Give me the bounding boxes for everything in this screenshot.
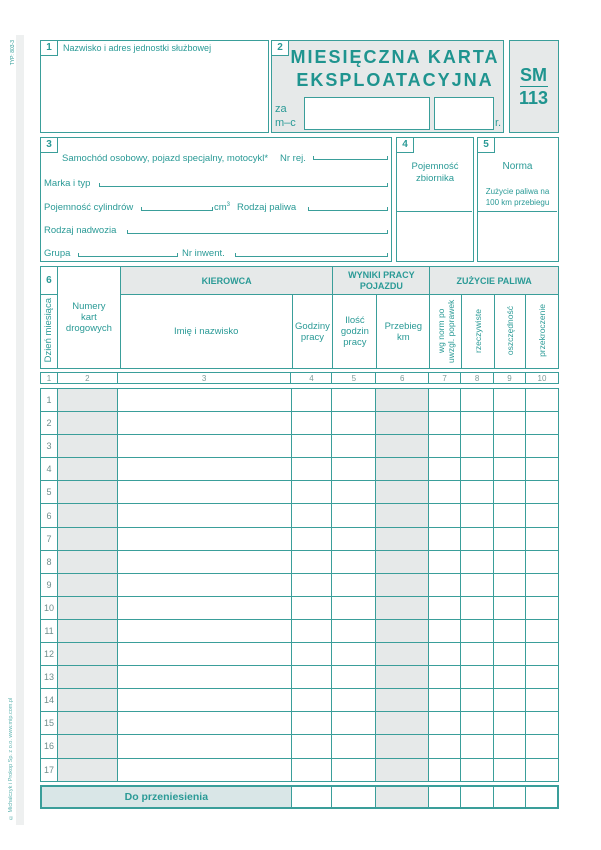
mileage-cell[interactable] — [376, 412, 429, 435]
table-row — [41, 643, 559, 666]
cm-exponent: 3 — [226, 202, 231, 208]
column-number: 4 — [291, 373, 332, 384]
fuel-excess-cell[interactable] — [526, 412, 559, 435]
box-number: 2 — [272, 41, 289, 56]
table-row — [41, 573, 559, 596]
work-hours-cell[interactable] — [291, 758, 332, 781]
card-number-cell[interactable] — [57, 758, 117, 781]
mileage-cell[interactable] — [376, 689, 429, 712]
vehicle-type-label: Samochód osobowy, pojazd specjalny, motocykl* — [62, 153, 269, 164]
work-hours-cell[interactable] — [291, 435, 332, 458]
fuel-excess-cell[interactable] — [526, 481, 559, 504]
work-hours-cell[interactable] — [291, 689, 332, 712]
card-number-cell[interactable] — [57, 643, 117, 666]
hours-count-cell[interactable] — [332, 435, 376, 458]
hours-count-cell[interactable] — [332, 389, 376, 412]
fuel-norm-cell[interactable] — [429, 481, 461, 504]
month-field[interactable] — [304, 97, 430, 130]
work-hours-cell[interactable] — [291, 573, 332, 596]
fuel-norm-cell[interactable] — [429, 735, 461, 758]
year-field[interactable] — [434, 97, 494, 130]
day-number: 3 — [41, 435, 58, 458]
column-number: 1 — [41, 373, 58, 384]
fuel-excess-cell[interactable] — [526, 735, 559, 758]
paliwo-field[interactable] — [308, 210, 388, 211]
driver-name-cell[interactable] — [117, 596, 291, 619]
year-suffix: r. — [495, 117, 502, 129]
day-number: 11 — [41, 619, 58, 642]
fuel-actual-cell[interactable] — [461, 550, 494, 573]
fuel-excess-header — [526, 295, 559, 369]
mileage-cell[interactable] — [376, 596, 429, 619]
work-hours-cell[interactable] — [291, 712, 332, 735]
day-number: 9 — [41, 573, 58, 596]
fuel-actual-cell[interactable] — [461, 389, 494, 412]
fuel-norm-cell[interactable] — [429, 666, 461, 689]
cm-text: cm — [214, 202, 227, 214]
card-number-cell[interactable] — [57, 712, 117, 735]
day-number: 14 — [41, 689, 58, 712]
fuel-saving-cell[interactable] — [494, 712, 526, 735]
mileage-cell[interactable] — [376, 573, 429, 596]
mileage-cell[interactable] — [376, 504, 429, 527]
hours-count-cell[interactable] — [332, 666, 376, 689]
fuel-saving-text: oszczędność — [505, 305, 516, 356]
fuel-norm-cell[interactable] — [429, 689, 461, 712]
hours-count-cell[interactable] — [332, 619, 376, 642]
card-number-cell[interactable] — [57, 619, 117, 642]
fuel-norm-cell[interactable] — [429, 458, 461, 481]
card-number-cell[interactable] — [57, 481, 117, 504]
fuel-excess-text: przekroczenie — [537, 304, 548, 357]
day-header-text: Dzień miesiąca — [43, 298, 55, 363]
carry-mileage[interactable] — [376, 786, 429, 808]
day-number: 8 — [41, 550, 58, 573]
fuel-actual-cell[interactable] — [461, 596, 494, 619]
driver-group-header: KIEROWCA — [120, 267, 333, 295]
work-hours-cell[interactable] — [291, 735, 332, 758]
day-header — [41, 295, 58, 369]
fuel-actual-cell[interactable] — [461, 481, 494, 504]
table-row — [41, 596, 559, 619]
table-row — [41, 619, 559, 642]
mileage-cell[interactable] — [376, 435, 429, 458]
form-code-bottom: 113 — [518, 88, 549, 108]
day-number: 1 — [41, 389, 58, 412]
fuel-saving-cell[interactable] — [494, 573, 526, 596]
work-hours-cell[interactable] — [291, 389, 332, 412]
driver-name-cell[interactable] — [117, 481, 291, 504]
card-number-cell[interactable] — [57, 458, 117, 481]
mileage-cell[interactable] — [376, 666, 429, 689]
table-row — [41, 666, 559, 689]
work-hours-header: Godziny pracy — [292, 295, 333, 369]
fuel-excess-cell[interactable] — [526, 504, 559, 527]
hours-count-cell[interactable] — [332, 689, 376, 712]
nr-inwent-field[interactable] — [235, 256, 388, 257]
card-number-cell[interactable] — [57, 527, 117, 550]
fuel-norm-cell[interactable] — [429, 389, 461, 412]
fuel-norm-text: wg norm po uwzgl. poprawek — [435, 298, 456, 363]
card-number-cell[interactable] — [57, 573, 117, 596]
card-number-cell[interactable] — [57, 666, 117, 689]
card-number-cell[interactable] — [57, 689, 117, 712]
driver-name-cell[interactable] — [117, 412, 291, 435]
driver-name-cell[interactable] — [117, 504, 291, 527]
hours-count-cell[interactable] — [332, 573, 376, 596]
fuel-actual-cell[interactable] — [461, 527, 494, 550]
fuel-saving-cell[interactable] — [494, 458, 526, 481]
fuel-norm-field[interactable] — [478, 211, 557, 260]
hours-count-cell[interactable] — [332, 550, 376, 573]
publisher-note: © Michalczyk i Prokop Sp. z o.o. www.mip.com.pl — [8, 697, 14, 820]
fuel-norm-cell[interactable] — [429, 527, 461, 550]
column-number: 3 — [117, 373, 291, 384]
grupa-label: Grupa — [44, 248, 71, 259]
fuel-saving-header — [494, 295, 526, 369]
fuel-saving-cell[interactable] — [494, 389, 526, 412]
day-number: 5 — [41, 481, 58, 504]
hours-count-cell[interactable] — [332, 458, 376, 481]
card-number-cell[interactable] — [57, 412, 117, 435]
card-numbers-header: Numery kart drogowych — [57, 267, 120, 369]
mileage-cell[interactable] — [376, 712, 429, 735]
mileage-cell[interactable] — [376, 550, 429, 573]
mileage-cell[interactable] — [376, 758, 429, 781]
fuel-saving-cell[interactable] — [494, 689, 526, 712]
day-number: 12 — [41, 643, 58, 666]
box-number: 1 — [41, 41, 58, 56]
card-number-cell[interactable] — [57, 596, 117, 619]
fuel-saving-cell[interactable] — [494, 758, 526, 781]
fuel-actual-cell[interactable] — [461, 735, 494, 758]
title-line-1: MIESIĘCZNA KARTA — [290, 47, 500, 67]
carry-fuel-norm[interactable] — [429, 786, 461, 808]
driver-name-cell[interactable] — [117, 389, 291, 412]
table-row — [41, 435, 559, 458]
pojemnosc-label: Pojemność cylindrów — [44, 202, 134, 213]
fuel-actual-cell[interactable] — [461, 412, 494, 435]
unit-address-label: Nazwisko i adres jednostki służbowej — [63, 43, 212, 53]
hours-count-cell[interactable] — [332, 412, 376, 435]
log-table-header — [40, 266, 559, 369]
fuel-actual-cell[interactable] — [461, 712, 494, 735]
fuel-norm-cell[interactable] — [429, 712, 461, 735]
fuel-norm-cell[interactable] — [429, 412, 461, 435]
driver-name-cell[interactable] — [117, 666, 291, 689]
driver-name-cell[interactable] — [117, 619, 291, 642]
fuel-saving-cell[interactable] — [494, 596, 526, 619]
marka-label: Marka i typ — [44, 178, 91, 189]
fuel-excess-cell[interactable] — [526, 596, 559, 619]
table-row — [41, 504, 559, 527]
fuel-excess-cell[interactable] — [526, 689, 559, 712]
card-number-cell[interactable] — [57, 435, 117, 458]
fuel-norm-cell[interactable] — [429, 435, 461, 458]
fuel-group-header: ZUŻYCIE PALIWA — [430, 267, 559, 295]
fuel-saving-cell[interactable] — [494, 412, 526, 435]
work-hours-cell[interactable] — [291, 527, 332, 550]
driver-name-cell[interactable] — [117, 573, 291, 596]
driver-name-cell[interactable] — [117, 550, 291, 573]
fuel-actual-cell[interactable] — [461, 573, 494, 596]
column-number: 5 — [332, 373, 376, 384]
nr-inwent-label: Nr inwent. — [182, 248, 225, 259]
hours-count-cell[interactable] — [332, 504, 376, 527]
work-hours-cell[interactable] — [291, 458, 332, 481]
hours-count-cell[interactable] — [332, 758, 376, 781]
fuel-saving-cell[interactable] — [494, 435, 526, 458]
work-hours-cell[interactable] — [291, 643, 332, 666]
fuel-actual-cell[interactable] — [461, 758, 494, 781]
mc-label: m–c — [275, 117, 296, 129]
fuel-actual-cell[interactable] — [461, 619, 494, 642]
box-unit-address[interactable] — [40, 40, 269, 133]
fuel-saving-cell[interactable] — [494, 643, 526, 666]
grupa-field[interactable] — [78, 256, 178, 257]
fuel-actual-cell[interactable] — [461, 458, 494, 481]
mileage-cell[interactable] — [376, 481, 429, 504]
work-hours-cell[interactable] — [291, 481, 332, 504]
work-hours-cell[interactable] — [291, 504, 332, 527]
carry-hours-count[interactable] — [332, 786, 376, 808]
fuel-norm-cell[interactable] — [429, 550, 461, 573]
driver-name-cell[interactable] — [117, 435, 291, 458]
day-number: 6 — [41, 504, 58, 527]
fuel-saving-cell[interactable] — [494, 504, 526, 527]
hours-count-cell[interactable] — [332, 735, 376, 758]
za-label: za — [275, 103, 287, 115]
title-line-2: EKSPLOATACYJNA — [296, 70, 494, 90]
fuel-norm-header — [430, 295, 462, 369]
work-hours-cell[interactable] — [291, 550, 332, 573]
driver-name-header: Imię i nazwisko — [120, 295, 292, 369]
fuel-actual-cell[interactable] — [461, 435, 494, 458]
table-row — [41, 758, 559, 781]
fuel-excess-cell[interactable] — [526, 389, 559, 412]
fuel-excess-cell[interactable] — [526, 666, 559, 689]
side-strip — [16, 35, 24, 825]
fuel-excess-cell[interactable] — [526, 712, 559, 735]
carry-fuel-saving[interactable] — [493, 786, 525, 808]
table-row — [41, 712, 559, 735]
fuel-excess-cell[interactable] — [526, 758, 559, 781]
column-number: 9 — [494, 373, 526, 384]
nr-rej-field[interactable] — [313, 159, 388, 160]
fuel-norm-cell[interactable] — [429, 619, 461, 642]
mileage-cell[interactable] — [376, 619, 429, 642]
table-row — [41, 412, 559, 435]
norm-label: Norma — [502, 161, 533, 172]
driver-name-cell[interactable] — [117, 643, 291, 666]
carry-fuel-actual[interactable] — [460, 786, 493, 808]
fuel-actual-cell[interactable] — [461, 504, 494, 527]
day-number: 16 — [41, 735, 58, 758]
form-code-top: SM — [520, 65, 547, 85]
driver-name-cell[interactable] — [117, 527, 291, 550]
pojemnosc-field[interactable] — [141, 210, 213, 211]
fuel-norm-cell[interactable] — [429, 596, 461, 619]
carry-fuel-excess[interactable] — [525, 786, 558, 808]
log-table-body — [40, 388, 559, 782]
driver-name-cell[interactable] — [117, 712, 291, 735]
card-number-cell[interactable] — [57, 389, 117, 412]
mileage-cell[interactable] — [376, 735, 429, 758]
box-number: 5 — [478, 138, 495, 153]
fuel-actual-header — [462, 295, 495, 369]
nadwozie-label: Rodzaj nadwozia — [44, 225, 117, 236]
column-number: 6 — [376, 373, 429, 384]
mileage-cell[interactable] — [376, 527, 429, 550]
fuel-norm-cell[interactable] — [429, 504, 461, 527]
mileage-cell[interactable] — [376, 458, 429, 481]
table-row — [41, 458, 559, 481]
fuel-norm-cell[interactable] — [429, 643, 461, 666]
card-number-cell[interactable] — [57, 735, 117, 758]
driver-name-cell[interactable] — [117, 689, 291, 712]
fuel-actual-cell[interactable] — [461, 643, 494, 666]
tank-capacity-label: Pojemność zbiornika — [411, 161, 459, 184]
fuel-excess-cell[interactable] — [526, 643, 559, 666]
fuel-excess-cell[interactable] — [526, 573, 559, 596]
fuel-saving-cell[interactable] — [494, 619, 526, 642]
column-number: 2 — [57, 373, 117, 384]
hours-count-header: Ilość godzin pracy — [333, 295, 377, 369]
day-number: 17 — [41, 758, 58, 781]
table-row — [41, 550, 559, 573]
mileage-header: Przebieg km — [377, 295, 430, 369]
type-code: TYP: 803-3 — [10, 40, 16, 66]
fuel-excess-cell[interactable] — [526, 458, 559, 481]
work-hours-cell[interactable] — [291, 412, 332, 435]
fuel-norm-cell[interactable] — [429, 573, 461, 596]
work-hours-cell[interactable] — [291, 619, 332, 642]
cm3-unit — [214, 202, 230, 213]
carry-over-label: Do przeniesienia — [41, 786, 291, 808]
marka-field[interactable] — [99, 186, 388, 187]
day-number: 7 — [41, 527, 58, 550]
fuel-actual-text: rzeczywiste — [472, 308, 483, 353]
box-number: 4 — [397, 138, 414, 153]
column-number: 10 — [526, 373, 559, 384]
section-number: 6 — [41, 267, 58, 295]
card-number-cell[interactable] — [57, 504, 117, 527]
fuel-excess-cell[interactable] — [526, 435, 559, 458]
fuel-saving-cell[interactable] — [494, 550, 526, 573]
driver-name-cell[interactable] — [117, 735, 291, 758]
hours-count-cell[interactable] — [332, 712, 376, 735]
work-hours-cell[interactable] — [291, 666, 332, 689]
hours-count-cell[interactable] — [332, 596, 376, 619]
card-number-cell[interactable] — [57, 550, 117, 573]
day-number: 10 — [41, 596, 58, 619]
nr-rej-label: Nr rej. — [280, 153, 306, 164]
hours-count-cell[interactable] — [332, 481, 376, 504]
form-code-box — [509, 40, 559, 133]
fuel-saving-cell[interactable] — [494, 735, 526, 758]
day-number: 15 — [41, 712, 58, 735]
table-row — [41, 389, 559, 412]
column-numbers-row — [40, 372, 559, 384]
paliwo-label: Rodzaj paliwa — [237, 202, 297, 213]
work-hours-cell[interactable] — [291, 596, 332, 619]
table-row — [41, 689, 559, 712]
box-title — [271, 40, 504, 133]
day-number: 2 — [41, 412, 58, 435]
day-number: 4 — [41, 458, 58, 481]
mileage-cell[interactable] — [376, 643, 429, 666]
table-row — [41, 527, 559, 550]
box-tank-capacity — [396, 137, 474, 262]
carry-work-hours[interactable] — [291, 786, 332, 808]
fuel-norm-cell[interactable] — [429, 758, 461, 781]
hours-count-cell[interactable] — [332, 527, 376, 550]
norm-sublabel: Zużycie paliwa na 100 km przebiegu — [485, 187, 550, 207]
fuel-actual-cell[interactable] — [461, 689, 494, 712]
box-number: 3 — [41, 138, 58, 153]
day-number: 13 — [41, 666, 58, 689]
table-row — [41, 735, 559, 758]
table-row — [41, 481, 559, 504]
results-group-header: WYNIKI PRACY POJAZDU — [333, 267, 430, 295]
hours-count-cell[interactable] — [332, 643, 376, 666]
nadwozie-field[interactable] — [127, 233, 388, 234]
fuel-saving-cell[interactable] — [494, 666, 526, 689]
driver-name-cell[interactable] — [117, 458, 291, 481]
fuel-saving-cell[interactable] — [494, 481, 526, 504]
driver-name-cell[interactable] — [117, 758, 291, 781]
column-number: 8 — [461, 373, 494, 384]
fuel-saving-cell[interactable] — [494, 527, 526, 550]
mileage-cell[interactable] — [376, 389, 429, 412]
box-fuel-norm — [477, 137, 559, 262]
carry-over-row — [40, 785, 559, 809]
column-number: 7 — [429, 373, 461, 384]
tank-capacity-field[interactable] — [397, 211, 472, 260]
fuel-excess-cell[interactable] — [526, 527, 559, 550]
fuel-actual-cell[interactable] — [461, 666, 494, 689]
fuel-excess-cell[interactable] — [526, 550, 559, 573]
fuel-excess-cell[interactable] — [526, 619, 559, 642]
box-vehicle-info — [40, 137, 392, 262]
